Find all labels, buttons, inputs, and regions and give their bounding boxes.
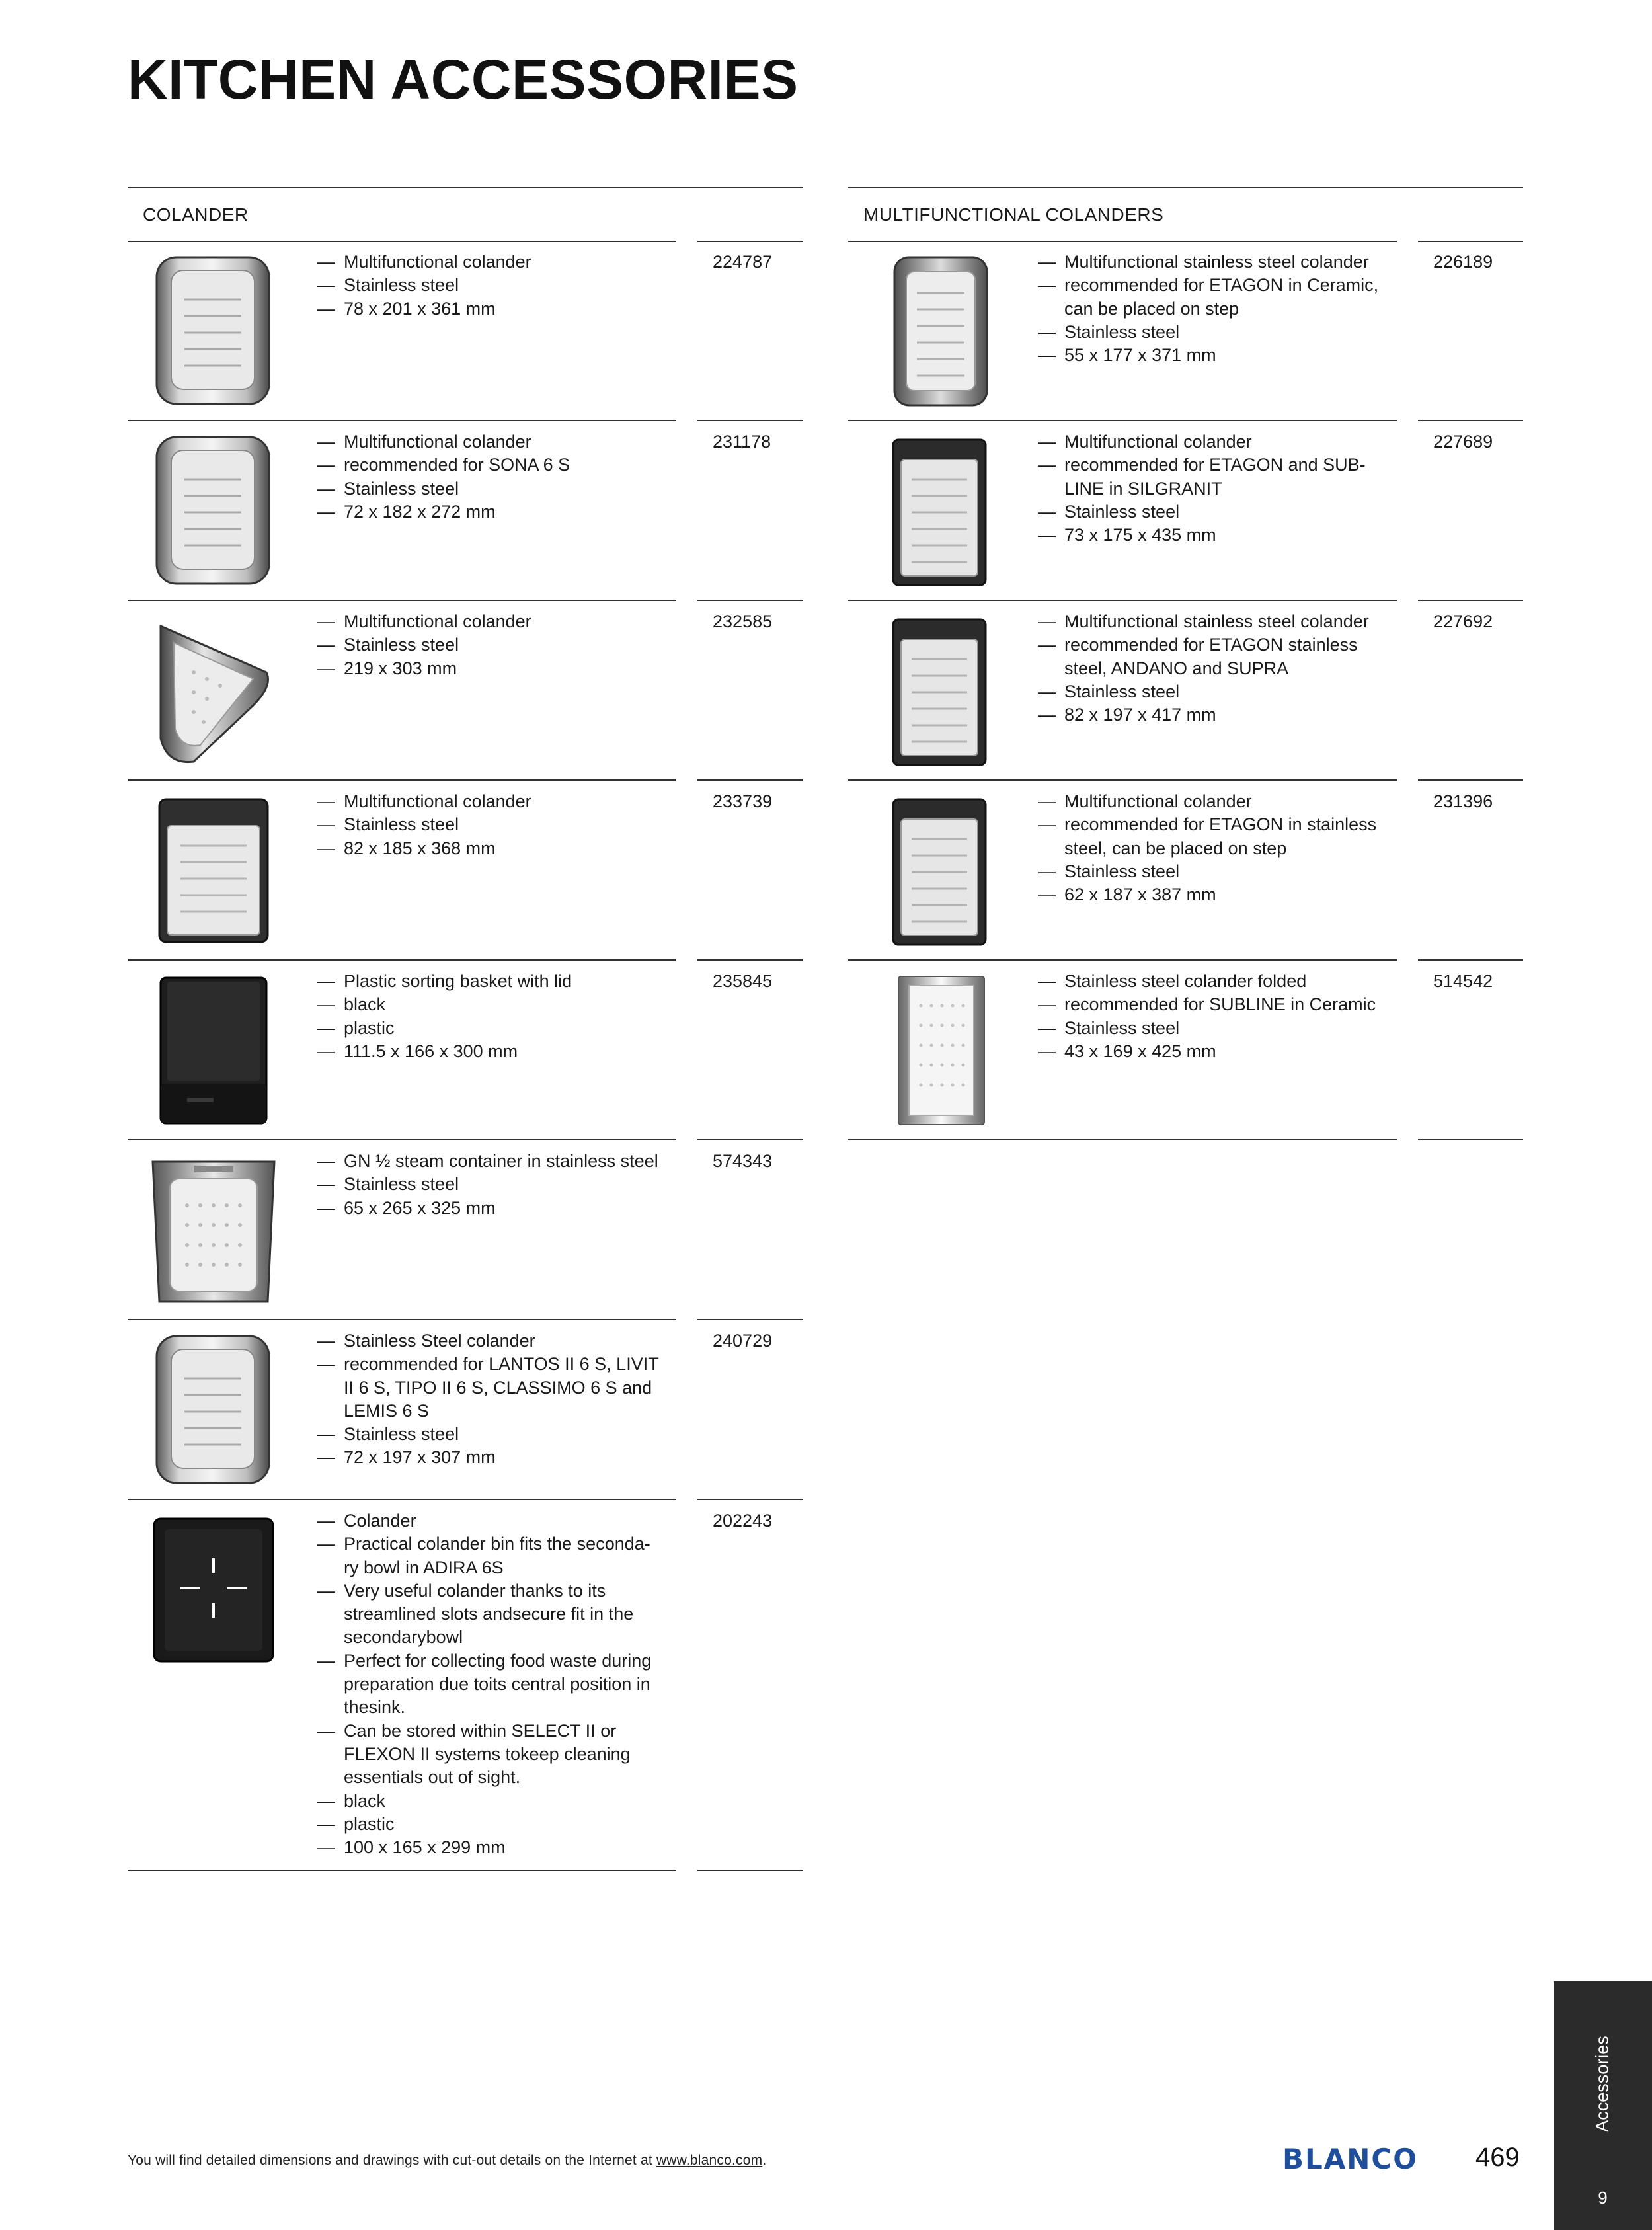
description-line: — 72 x 197 x 307 mm [317, 1446, 661, 1469]
description-line: — Stainless steel [1038, 500, 1382, 524]
product-description [317, 251, 661, 321]
stainless-steel-colander-image [141, 433, 286, 589]
description-line: — black [317, 1790, 661, 1813]
description-line: — 73 x 175 x 435 mm [1038, 524, 1382, 547]
chapter-tab-label: Accessories [1592, 2036, 1612, 2132]
description-line: — Multifunctional colander [317, 430, 661, 454]
description-line: — 100 x 165 x 299 mm [317, 1836, 661, 1859]
description-line: — recommended for LANTOS II 6 S, LIVIT II 6 S, TIPO II 6 S, CLASSIMO 6 S and LEMIS 6 S [317, 1353, 661, 1423]
description-line: — 72 x 182 x 272 mm [317, 500, 661, 524]
colander-section [128, 187, 803, 1871]
product-row [848, 421, 1523, 601]
product-description [1038, 430, 1382, 547]
description-line: — Stainless steel [317, 633, 661, 657]
product-row [848, 241, 1523, 421]
product-row [128, 961, 803, 1140]
description-line: — Colander [317, 1509, 661, 1533]
description-line: — Stainless steel [317, 1423, 661, 1446]
description-line: — 82 x 185 x 368 mm [317, 837, 661, 860]
description-line: — Can be stored within SELECT II or FLEXON II systems tokeep cleaning essentials out of sight. [317, 1720, 661, 1790]
description-line: — Multifunctional colander [317, 251, 661, 274]
etagon-colander-image [861, 433, 1007, 589]
etagon-colander-image [861, 613, 1007, 769]
product-row [128, 1320, 803, 1500]
product-description [1038, 610, 1382, 727]
product-description [317, 970, 661, 1063]
product-description [317, 1150, 661, 1220]
article-number: 227689 [1433, 432, 1493, 452]
description-line: — recommended for ETAGON and SUB-LINE in SILGRANIT [1038, 454, 1382, 500]
description-line: — Multifunctional colander [317, 610, 661, 633]
chapter-tab [1554, 1981, 1652, 2230]
footer-note-period: . [762, 2153, 767, 2168]
corner-colander-image [141, 613, 286, 769]
folded-colander-image [861, 973, 1007, 1129]
article-number: 231396 [1433, 791, 1493, 811]
description-line: — Stainless steel [317, 477, 661, 500]
description-line: — Plastic sorting basket with lid [317, 970, 661, 993]
section-heading: COLANDER [143, 204, 249, 225]
article-number: 202243 [713, 1511, 773, 1531]
product-description [317, 1330, 661, 1470]
article-number: 233739 [713, 791, 773, 811]
page-number: 469 [1475, 2143, 1520, 2172]
steam-container-image [141, 1152, 286, 1308]
brand-logo: BLANCO [1282, 2143, 1418, 2175]
footer-note [128, 2153, 766, 2169]
description-line: — recommended for SONA 6 S [317, 454, 661, 477]
description-line: — 82 x 197 x 417 mm [1038, 703, 1382, 727]
description-line: — 78 x 201 x 361 mm [317, 298, 661, 321]
description-line: — Stainless steel [317, 274, 661, 297]
product-description [1038, 790, 1382, 906]
description-line: — Stainless steel [317, 1173, 661, 1196]
article-number: 514542 [1433, 971, 1493, 991]
description-line: — Multifunctional colander [1038, 790, 1382, 813]
description-line: — Stainless steel [317, 813, 661, 836]
description-line: — recommended for ETAGON in Ceramic, can be placed on step [1038, 274, 1382, 321]
description-line: — Perfect for collecting food waste during preparation due toits central position in thesink. [317, 1650, 661, 1720]
chapter-tab-number: 9 [1598, 2188, 1608, 2208]
etagon-colander-image [861, 793, 1007, 949]
description-line: — Multifunctional colander [1038, 430, 1382, 454]
section-header [128, 187, 803, 241]
product-description [317, 790, 661, 860]
description-line: — 219 x 303 mm [317, 657, 661, 680]
description-line: — 62 x 187 x 387 mm [1038, 883, 1382, 906]
description-line: — plastic [317, 1017, 661, 1040]
product-row [128, 1140, 803, 1320]
article-number: 232585 [713, 612, 773, 631]
product-row [848, 781, 1523, 961]
description-line: — 43 x 169 x 425 mm [1038, 1040, 1382, 1063]
description-line: — 65 x 265 x 325 mm [317, 1197, 661, 1220]
product-row [128, 1500, 803, 1871]
product-description [1038, 251, 1382, 367]
multifunctional-colanders-section [848, 187, 1523, 1140]
product-description [317, 430, 661, 524]
description-line: — Stainless steel [1038, 1017, 1382, 1040]
description-line: — Stainless steel [1038, 321, 1382, 344]
product-row [128, 421, 803, 601]
description-line: — plastic [317, 1813, 661, 1836]
description-line: — 111.5 x 166 x 300 mm [317, 1040, 661, 1063]
page-title: KITCHEN ACCESSORIES [128, 48, 799, 110]
description-line: — Multifunctional colander [317, 790, 661, 813]
description-line: — Stainless steel [1038, 680, 1382, 703]
description-line: — Practical colander bin fits the seconda-ry bowl in ADIRA 6S [317, 1533, 661, 1579]
description-line: — black [317, 993, 661, 1016]
slim-colander-image [861, 253, 1007, 409]
description-line: — recommended for ETAGON stainless steel, ANDANO and SUPRA [1038, 633, 1382, 680]
stainless-steel-colander-image [141, 1332, 286, 1488]
stainless-steel-colander-image [141, 253, 286, 409]
website-link[interactable]: www.blanco.com [656, 2153, 763, 2168]
description-line: — Very useful colander thanks to its streamlined slots andsecure fit in the secondarybowl [317, 1579, 661, 1650]
article-number: 227692 [1433, 612, 1493, 631]
product-row [128, 781, 803, 961]
dark-frame-colander-image [141, 793, 286, 949]
product-description [317, 1509, 661, 1859]
description-line: — Stainless steel colander folded [1038, 970, 1382, 993]
section-header [848, 187, 1523, 241]
black-sorting-basket-image [141, 973, 286, 1129]
footer-note-text: You will find detailed dimensions and drawings with cut-out details on the Internet at [128, 2153, 656, 2168]
article-number: 235845 [713, 971, 773, 991]
description-line: — Stainless steel [1038, 860, 1382, 883]
product-description [317, 610, 661, 680]
description-line: — Multifunctional stainless steel colander [1038, 251, 1382, 274]
article-number: 231178 [713, 432, 771, 452]
article-number: 574343 [713, 1151, 773, 1171]
product-row [128, 241, 803, 421]
description-line: — recommended for SUBLINE in Ceramic [1038, 993, 1382, 1016]
black-colander-bin-image [141, 1512, 286, 1668]
description-line: — 55 x 177 x 371 mm [1038, 344, 1382, 367]
section-heading: MULTIFUNCTIONAL COLANDERS [863, 204, 1164, 225]
product-row [848, 961, 1523, 1140]
description-line: — Multifunctional stainless steel colander [1038, 610, 1382, 633]
description-line: — recommended for ETAGON in stainless steel, can be placed on step [1038, 813, 1382, 860]
product-row [848, 601, 1523, 781]
article-number: 226189 [1433, 252, 1493, 272]
product-description [1038, 970, 1382, 1063]
product-row [128, 601, 803, 781]
description-line: — Stainless Steel colander [317, 1330, 661, 1353]
article-number: 224787 [713, 252, 773, 272]
article-number: 240729 [713, 1331, 773, 1351]
description-line: — GN ½ steam container in stainless steel [317, 1150, 661, 1173]
